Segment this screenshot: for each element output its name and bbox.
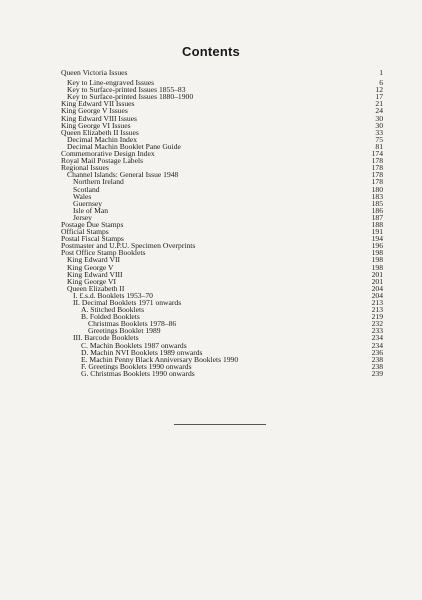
toc-entry-title: Scotland [73,184,100,194]
toc-entry-page: 186 [371,205,383,215]
toc-entry-title: Jersey [73,212,92,222]
toc-entry-title: Isle of Man [73,205,109,215]
table-of-contents [61,69,383,377]
toc-entry-title: Royal Mail Postage Labels [61,156,144,166]
toc-entry [61,157,383,164]
toc-entry-page: 178 [371,156,383,166]
toc-entry-title: Regional Issues [61,163,109,173]
toc-entry-page: 188 [371,219,383,229]
toc-entry-title: King Edward VIII [67,269,123,279]
toc-entry-title: Decimal Machin Booklet Pane Guide [67,141,181,151]
toc-entry-page: 178 [371,170,383,180]
toc-entry-title: Queen Victoria Issues [61,68,128,77]
toc-entry-title: III. Barcode Booklets [73,333,139,343]
toc-entry [61,69,383,76]
toc-entry-title: Key to Line-engraved Issues [67,78,155,88]
toc-entry-page: 24 [375,106,383,116]
toc-entry-page: 238 [371,361,383,371]
toc-entry-page: 196 [371,241,383,251]
toc-entry-page: 178 [371,177,383,187]
toc-entry-title: Postmaster and U.P.U. Specimen Overprints [61,241,196,251]
toc-entry-page: 204 [371,283,383,293]
toc-entry-page: 75 [375,134,383,144]
toc-entry-page: 233 [371,326,383,336]
toc-entry-title: Key to Surface-printed Issues 1855–83 [67,85,186,95]
toc-entry [61,207,383,214]
toc-entry-title: B. Folded Booklets [81,312,140,322]
toc-entry-title: Post Office Stamp Booklets [61,248,146,258]
toc-entry [61,186,383,193]
toc-entry [61,370,383,377]
toc-entry-title: D. Machin NVI Booklets 1989 onwards [81,347,203,357]
toc-entry-title: Key to Surface-printed Issues 1880–1900 [67,92,194,102]
toc-entry-page: 194 [371,234,383,244]
toc-entry-title: I. £.s.d. Booklets 1953–70 [73,290,153,300]
toc-entry-title: A. Stitched Booklets [81,305,145,315]
toc-entry-title: Decimal Machin Index [67,134,138,144]
toc-entry-page: 198 [371,255,383,265]
toc-entry-page: 204 [371,290,383,300]
toc-entry-title: King George VI Issues [61,120,131,130]
toc-entry-page: 183 [371,191,383,201]
toc-entry-title: Postage Due Stamps [61,219,124,229]
toc-entry-title: F. Greetings Booklets 1990 onwards [81,361,192,371]
toc-entry-title: King Edward VII [67,255,121,265]
toc-entry-title: Queen Elizabeth II [67,283,125,293]
toc-entry-title: Postal Fiscal Stamps [61,234,124,244]
toc-entry-page: 33 [375,127,383,137]
toc-entry-page: 232 [371,319,383,329]
toc-entry-page: 213 [371,298,383,307]
toc-entry [61,221,383,228]
toc-entry-page: 234 [371,340,383,350]
toc-entry-page: 30 [375,120,383,130]
toc-entry-title: Christmas Booklets 1978–86 [88,319,177,329]
toc-entry-page: 180 [371,184,383,194]
section-divider [174,424,266,425]
toc-entry-page: 174 [371,149,383,159]
toc-entry-page: 1 [379,68,383,77]
toc-entry [61,200,383,207]
toc-entry-page: 30 [375,113,383,123]
toc-entry [61,178,383,185]
toc-entry-title: King George VI [67,276,117,286]
toc-entry-page: 17 [375,92,383,102]
toc-entry-title: Northern Ireland [73,177,124,187]
toc-entry-title: Greetings Booklet 1989 [88,326,161,336]
toc-entry-title: King Edward VII Issues [61,99,135,109]
toc-entry-page: 236 [371,347,383,357]
toc-entry-title: Channel Islands: General Issue 1948 [67,170,179,180]
toc-entry-title: Official Stamps [61,227,109,237]
toc-entry-page: 201 [371,269,383,279]
toc-entry-page: 21 [375,99,383,109]
toc-entry-page: 185 [371,198,383,208]
toc-entry-title: Commemorative Design Index [61,149,155,159]
toc-entry-page: 213 [371,305,383,315]
toc-entry-title: G. Christmas Booklets 1990 onwards [81,368,195,378]
page-title: Contents [182,44,240,59]
toc-entry-page: 239 [371,368,383,378]
toc-entry-page: 187 [371,212,383,222]
toc-entry-page: 81 [375,141,383,151]
toc-entry-title: E. Machin Penny Black Anniversary Booklets 1990 [81,354,239,364]
toc-entry-page: 178 [371,163,383,173]
toc-entry-title: Guernsey [73,198,103,208]
toc-entry-page: 238 [371,354,383,364]
toc-entry-page: 6 [379,78,383,88]
toc-entry-page: 191 [371,227,383,237]
toc-entry-page: 198 [371,248,383,258]
toc-entry-page: 219 [371,312,383,322]
toc-entry-title: King George V Issues [61,106,128,116]
toc-entry-page: 201 [371,276,383,286]
toc-entry [61,193,383,200]
toc-entry-page: 234 [371,333,383,343]
toc-entry-title: King Edward VIII Issues [61,113,137,123]
toc-entry-page: 12 [375,85,383,95]
toc-entry-page: 198 [371,262,383,272]
toc-entry-title: C. Machin Booklets 1987 onwards [81,340,187,350]
toc-entry-title: II. Decimal Booklets 1971 onwards [73,298,182,307]
toc-entry-title: King George V [67,262,114,272]
toc-entry-title: Wales [73,191,92,201]
toc-entry-title: Queen Elizabeth II Issues [61,127,139,137]
